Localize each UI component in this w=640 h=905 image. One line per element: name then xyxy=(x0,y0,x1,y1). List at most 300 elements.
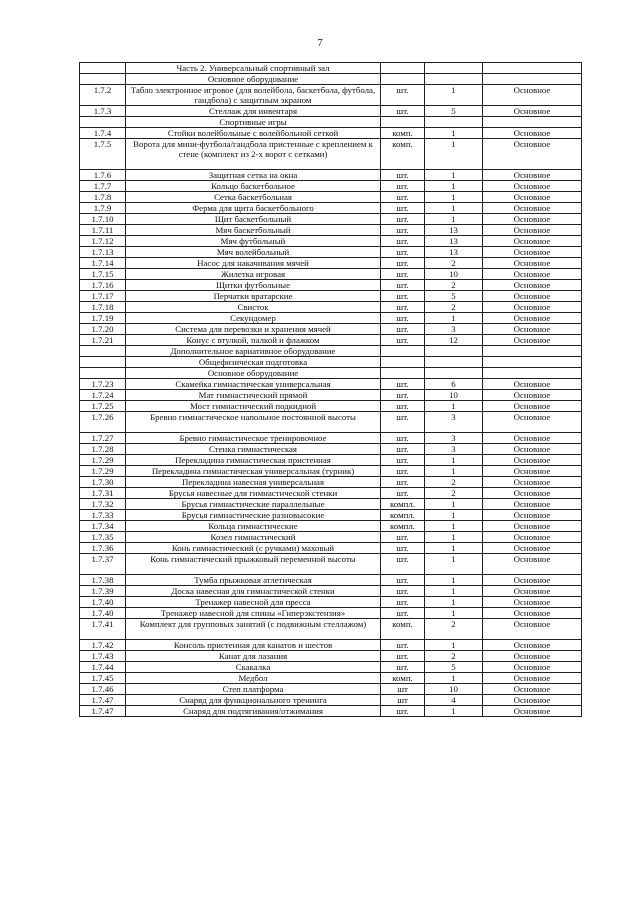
table-row xyxy=(80,258,582,269)
item-unit: шт. xyxy=(381,313,425,324)
item-quantity: 1 xyxy=(425,532,483,543)
item-unit: шт. xyxy=(381,280,425,291)
table-row xyxy=(80,247,582,258)
page-number: 7 xyxy=(317,37,323,49)
item-name: Сетка баскетбольная xyxy=(126,192,381,203)
item-type: Основное xyxy=(483,695,582,706)
item-number: 1.7.14 xyxy=(80,258,126,269)
item-name: Щит баскетбольный xyxy=(126,214,381,225)
item-unit: шт. xyxy=(381,85,425,106)
empty-type-cell xyxy=(483,368,582,379)
item-type: Основное xyxy=(483,85,582,106)
empty-cell xyxy=(80,63,126,74)
item-quantity: 1 xyxy=(425,181,483,192)
item-quantity: 1 xyxy=(425,586,483,597)
item-type: Основное xyxy=(483,608,582,619)
item-unit: компл. xyxy=(381,499,425,510)
item-unit: шт. xyxy=(381,651,425,662)
item-type: Основное xyxy=(483,139,582,170)
subsection-title: Спортивные игры xyxy=(126,117,381,128)
item-unit: шт. xyxy=(381,532,425,543)
item-unit: шт. xyxy=(381,170,425,181)
item-number: 1.7.43 xyxy=(80,651,126,662)
item-quantity: 1 xyxy=(425,597,483,608)
table-row xyxy=(80,225,582,236)
item-number: 1.7.40 xyxy=(80,608,126,619)
item-type: Основное xyxy=(483,532,582,543)
table-row xyxy=(80,684,582,695)
item-number: 1.7.31 xyxy=(80,488,126,499)
item-type: Основное xyxy=(483,313,582,324)
item-name: Мост гимнастический подкидной xyxy=(126,401,381,412)
item-unit: шт. xyxy=(381,597,425,608)
item-unit: шт. xyxy=(381,455,425,466)
item-name: Комплект для групповых занятий (с подвижным стеллажом) xyxy=(126,619,381,640)
item-number: 1.7.39 xyxy=(80,586,126,597)
table-row xyxy=(80,335,582,346)
item-unit: шт. xyxy=(381,401,425,412)
item-quantity: 1 xyxy=(425,203,483,214)
item-quantity: 1 xyxy=(425,554,483,575)
item-name: Перекладина гимнастическая универсальная (турник) xyxy=(126,466,381,477)
item-name: Снаряд для подтягивания/отжимания xyxy=(126,706,381,717)
item-number: 1.7.30 xyxy=(80,477,126,488)
item-name: Перчатки вратарские xyxy=(126,291,381,302)
item-unit: шт. xyxy=(381,640,425,651)
item-unit: комп. xyxy=(381,128,425,139)
item-unit: шт. xyxy=(381,335,425,346)
item-type: Основное xyxy=(483,640,582,651)
item-type: Основное xyxy=(483,466,582,477)
item-type: Основное xyxy=(483,433,582,444)
item-quantity: 1 xyxy=(425,313,483,324)
item-quantity: 3 xyxy=(425,324,483,335)
table-row xyxy=(80,302,582,313)
item-quantity: 5 xyxy=(425,662,483,673)
item-unit: шт. xyxy=(381,543,425,554)
subsection-title: Общефизическая подготовка xyxy=(126,357,381,368)
item-quantity: 1 xyxy=(425,575,483,586)
subsection-title: Основное оборудование xyxy=(126,74,381,85)
item-number: 1.7.32 xyxy=(80,499,126,510)
table-row xyxy=(80,412,582,433)
item-number: 1.7.21 xyxy=(80,335,126,346)
item-name: Доска навесная для гимнастической стенки xyxy=(126,586,381,597)
item-number: 1.7.47 xyxy=(80,695,126,706)
item-quantity: 2 xyxy=(425,280,483,291)
subsection-title-row xyxy=(80,74,582,85)
item-quantity: 13 xyxy=(425,247,483,258)
table-row xyxy=(80,139,582,170)
item-unit: шт. xyxy=(381,214,425,225)
item-name: Мяч баскетбольный xyxy=(126,225,381,236)
empty-type-cell xyxy=(483,74,582,85)
item-quantity: 2 xyxy=(425,619,483,640)
item-quantity: 10 xyxy=(425,390,483,401)
table-row xyxy=(80,390,582,401)
table-row xyxy=(80,706,582,717)
section-title: Часть 2. Универсальный спортивный зал xyxy=(126,63,381,74)
subsection-title-row xyxy=(80,357,582,368)
item-number: 1.7.28 xyxy=(80,444,126,455)
table-row xyxy=(80,586,582,597)
item-number: 1.7.9 xyxy=(80,203,126,214)
table-row xyxy=(80,280,582,291)
item-name: Система для перевозки и хранения мячей xyxy=(126,324,381,335)
item-unit: шт. xyxy=(381,412,425,433)
empty-cell xyxy=(80,368,126,379)
item-name: Конус с втулкой, палкой и флажком xyxy=(126,335,381,346)
table-row xyxy=(80,269,582,280)
item-unit: шт. xyxy=(381,379,425,390)
item-quantity: 13 xyxy=(425,236,483,247)
item-unit: шт. xyxy=(381,586,425,597)
item-quantity: 3 xyxy=(425,444,483,455)
item-type: Основное xyxy=(483,203,582,214)
item-type: Основное xyxy=(483,488,582,499)
item-unit: шт. xyxy=(381,324,425,335)
item-type: Основное xyxy=(483,554,582,575)
item-name: Кольцо баскетбольное xyxy=(126,181,381,192)
item-number: 1.7.13 xyxy=(80,247,126,258)
item-quantity: 1 xyxy=(425,455,483,466)
item-number: 1.7.15 xyxy=(80,269,126,280)
item-name: Брусья навесные для гимнастической стенки xyxy=(126,488,381,499)
item-number: 1.7.24 xyxy=(80,390,126,401)
table-row xyxy=(80,128,582,139)
table-row xyxy=(80,106,582,117)
item-name: Кольца гимнастические xyxy=(126,521,381,532)
item-name: Защитная сетка на окна xyxy=(126,170,381,181)
item-number: 1.7.3 xyxy=(80,106,126,117)
item-name: Скакалка xyxy=(126,662,381,673)
item-type: Основное xyxy=(483,510,582,521)
table-row xyxy=(80,192,582,203)
item-unit: шт. xyxy=(381,106,425,117)
item-quantity: 12 xyxy=(425,335,483,346)
table-row xyxy=(80,510,582,521)
item-type: Основное xyxy=(483,236,582,247)
item-type: Основное xyxy=(483,684,582,695)
item-quantity: 1 xyxy=(425,401,483,412)
empty-unit-cell xyxy=(381,74,425,85)
item-number: 1.7.29 xyxy=(80,466,126,477)
empty-type-cell xyxy=(483,346,582,357)
item-unit: шт xyxy=(381,695,425,706)
item-quantity: 6 xyxy=(425,379,483,390)
item-type: Основное xyxy=(483,247,582,258)
item-name: Конь гимнастический прыжковый переменной высоты xyxy=(126,554,381,575)
item-name: Консоль пристенная для канатов и шестов xyxy=(126,640,381,651)
item-number: 1.7.23 xyxy=(80,379,126,390)
item-quantity: 2 xyxy=(425,651,483,662)
item-name: Свисток xyxy=(126,302,381,313)
item-number: 1.7.19 xyxy=(80,313,126,324)
item-type: Основное xyxy=(483,597,582,608)
item-name: Секундомер xyxy=(126,313,381,324)
item-type: Основное xyxy=(483,651,582,662)
item-name: Конь гимнастический (с ручками) маховый xyxy=(126,543,381,554)
item-name: Тренажер навесной для спины «Гиперэкстензия» xyxy=(126,608,381,619)
table-row xyxy=(80,85,582,106)
item-number: 1.7.35 xyxy=(80,532,126,543)
item-number: 1.7.16 xyxy=(80,280,126,291)
table-row xyxy=(80,433,582,444)
item-unit: шт. xyxy=(381,444,425,455)
empty-unit-cell xyxy=(381,346,425,357)
table-row xyxy=(80,499,582,510)
empty-qty-cell xyxy=(425,63,483,74)
empty-cell xyxy=(80,117,126,128)
item-type: Основное xyxy=(483,673,582,684)
item-unit: комп. xyxy=(381,619,425,640)
item-type: Основное xyxy=(483,128,582,139)
item-name: Тумба прыжковая атлетическая xyxy=(126,575,381,586)
item-unit: шт. xyxy=(381,181,425,192)
item-type: Основное xyxy=(483,302,582,313)
item-quantity: 2 xyxy=(425,302,483,313)
item-unit: шт. xyxy=(381,466,425,477)
item-type: Основное xyxy=(483,390,582,401)
item-number: 1.7.6 xyxy=(80,170,126,181)
item-name: Ферма для щита баскетбольного xyxy=(126,203,381,214)
item-number: 1.7.46 xyxy=(80,684,126,695)
item-type: Основное xyxy=(483,521,582,532)
item-number: 1.7.11 xyxy=(80,225,126,236)
item-quantity: 2 xyxy=(425,488,483,499)
table-row xyxy=(80,521,582,532)
item-quantity: 5 xyxy=(425,106,483,117)
item-type: Основное xyxy=(483,258,582,269)
item-type: Основное xyxy=(483,280,582,291)
table-row xyxy=(80,543,582,554)
item-unit: шт. xyxy=(381,302,425,313)
equipment-table-body xyxy=(80,63,582,717)
item-name: Мат гимнастический прямой xyxy=(126,390,381,401)
item-unit: шт. xyxy=(381,662,425,673)
item-unit: шт. xyxy=(381,225,425,236)
item-type: Основное xyxy=(483,662,582,673)
item-number: 1.7.42 xyxy=(80,640,126,651)
item-quantity: 10 xyxy=(425,684,483,695)
table-row xyxy=(80,214,582,225)
table-row xyxy=(80,203,582,214)
item-name: Медбол xyxy=(126,673,381,684)
item-number: 1.7.2 xyxy=(80,85,126,106)
subsection-title-row xyxy=(80,368,582,379)
subsection-title: Дополнительное вариативное оборудование xyxy=(126,346,381,357)
item-type: Основное xyxy=(483,106,582,117)
table-row xyxy=(80,466,582,477)
item-quantity: 3 xyxy=(425,412,483,433)
empty-qty-cell xyxy=(425,74,483,85)
item-type: Основное xyxy=(483,412,582,433)
item-number: 1.7.37 xyxy=(80,554,126,575)
item-number: 1.7.27 xyxy=(80,433,126,444)
item-unit: шт. xyxy=(381,608,425,619)
table-row xyxy=(80,455,582,466)
item-unit: шт. xyxy=(381,269,425,280)
table-row xyxy=(80,619,582,640)
table-row xyxy=(80,324,582,335)
empty-unit-cell xyxy=(381,117,425,128)
item-unit: шт. xyxy=(381,291,425,302)
item-number: 1.7.26 xyxy=(80,412,126,433)
item-number: 1.7.17 xyxy=(80,291,126,302)
table-row xyxy=(80,608,582,619)
item-name: Канат для лазания xyxy=(126,651,381,662)
item-name: Бревно гимнастическое напольное постоянной высоты xyxy=(126,412,381,433)
empty-unit-cell xyxy=(381,368,425,379)
subsection-title-row xyxy=(80,346,582,357)
item-type: Основное xyxy=(483,619,582,640)
empty-type-cell xyxy=(483,63,582,74)
empty-qty-cell xyxy=(425,117,483,128)
item-quantity: 1 xyxy=(425,214,483,225)
item-quantity: 1 xyxy=(425,499,483,510)
item-name: Брусья гимнастические разновысокие xyxy=(126,510,381,521)
item-number: 1.7.5 xyxy=(80,139,126,170)
item-quantity: 1 xyxy=(425,706,483,717)
item-quantity: 2 xyxy=(425,258,483,269)
item-type: Основное xyxy=(483,586,582,597)
item-quantity: 1 xyxy=(425,608,483,619)
item-quantity: 1 xyxy=(425,139,483,170)
item-quantity: 1 xyxy=(425,543,483,554)
table-row xyxy=(80,662,582,673)
item-unit: компл. xyxy=(381,521,425,532)
item-number: 1.7.7 xyxy=(80,181,126,192)
item-number: 1.7.36 xyxy=(80,543,126,554)
item-name: Ворота для мини-футбола/гандбола пристенные с креплением к стене (комплект из 2-х ворот с сетками) xyxy=(126,139,381,170)
item-number: 1.7.25 xyxy=(80,401,126,412)
item-unit: шт. xyxy=(381,192,425,203)
table-row xyxy=(80,401,582,412)
table-row xyxy=(80,313,582,324)
table-row xyxy=(80,651,582,662)
item-unit: шт. xyxy=(381,433,425,444)
item-number: 1.7.38 xyxy=(80,575,126,586)
item-unit: шт. xyxy=(381,488,425,499)
table-row xyxy=(80,236,582,247)
item-name: Мяч футбольный xyxy=(126,236,381,247)
item-number: 1.7.12 xyxy=(80,236,126,247)
item-quantity: 3 xyxy=(425,433,483,444)
item-type: Основное xyxy=(483,543,582,554)
item-name: Жилетка игровая xyxy=(126,269,381,280)
item-name: Тренажер навесной для пресса xyxy=(126,597,381,608)
section-title-row xyxy=(80,63,582,74)
item-type: Основное xyxy=(483,499,582,510)
table-row xyxy=(80,575,582,586)
item-name: Мяч волейбольный xyxy=(126,247,381,258)
equipment-table xyxy=(79,62,582,717)
item-unit: шт. xyxy=(381,203,425,214)
item-name: Табло электронное игровое (для волейбола, баскетбола, футбола, гандбола) с защитным экраном xyxy=(126,85,381,106)
empty-cell xyxy=(80,357,126,368)
item-number: 1.7.40 xyxy=(80,597,126,608)
item-type: Основное xyxy=(483,214,582,225)
empty-qty-cell xyxy=(425,346,483,357)
item-name: Перекладина гимнастическая пристенная xyxy=(126,455,381,466)
table-row xyxy=(80,170,582,181)
item-unit: шт xyxy=(381,684,425,695)
item-unit: комп. xyxy=(381,139,425,170)
item-number: 1.7.18 xyxy=(80,302,126,313)
table-row xyxy=(80,291,582,302)
item-unit: шт. xyxy=(381,477,425,488)
empty-cell xyxy=(80,74,126,85)
item-quantity: 5 xyxy=(425,291,483,302)
item-quantity: 1 xyxy=(425,85,483,106)
item-unit: шт. xyxy=(381,390,425,401)
table-row xyxy=(80,695,582,706)
table-row xyxy=(80,554,582,575)
item-unit: шт. xyxy=(381,706,425,717)
item-quantity: 1 xyxy=(425,170,483,181)
item-name: Насос для накачивания мячей xyxy=(126,258,381,269)
item-number: 1.7.47 xyxy=(80,706,126,717)
item-type: Основное xyxy=(483,291,582,302)
item-type: Основное xyxy=(483,379,582,390)
item-type: Основное xyxy=(483,455,582,466)
item-number: 1.7.44 xyxy=(80,662,126,673)
item-name: Стеллаж для инвентаря xyxy=(126,106,381,117)
item-name: Перекладина навесная универсальная xyxy=(126,477,381,488)
item-unit: шт. xyxy=(381,575,425,586)
item-unit: шт. xyxy=(381,258,425,269)
empty-qty-cell xyxy=(425,357,483,368)
item-number: 1.7.45 xyxy=(80,673,126,684)
item-quantity: 1 xyxy=(425,510,483,521)
item-quantity: 1 xyxy=(425,640,483,651)
table-row xyxy=(80,532,582,543)
empty-type-cell xyxy=(483,357,582,368)
item-quantity: 4 xyxy=(425,695,483,706)
item-quantity: 2 xyxy=(425,477,483,488)
item-quantity: 10 xyxy=(425,269,483,280)
item-number: 1.7.33 xyxy=(80,510,126,521)
item-type: Основное xyxy=(483,401,582,412)
item-name: Стенка гимнастическая xyxy=(126,444,381,455)
item-name: Степ платформа xyxy=(126,684,381,695)
table-row xyxy=(80,488,582,499)
item-name: Скамейка гимнастическая универсальная xyxy=(126,379,381,390)
item-type: Основное xyxy=(483,225,582,236)
empty-unit-cell xyxy=(381,63,425,74)
item-name: Щитки футбольные xyxy=(126,280,381,291)
item-quantity: 1 xyxy=(425,521,483,532)
item-type: Основное xyxy=(483,444,582,455)
item-number: 1.7.10 xyxy=(80,214,126,225)
table-row xyxy=(80,379,582,390)
item-unit: шт. xyxy=(381,247,425,258)
empty-cell xyxy=(80,346,126,357)
table-row xyxy=(80,673,582,684)
empty-qty-cell xyxy=(425,368,483,379)
item-type: Основное xyxy=(483,706,582,717)
item-type: Основное xyxy=(483,170,582,181)
item-name: Стойки волейбольные с волейбольной сеткой xyxy=(126,128,381,139)
empty-type-cell xyxy=(483,117,582,128)
item-type: Основное xyxy=(483,269,582,280)
subsection-title: Основное оборудование xyxy=(126,368,381,379)
item-type: Основное xyxy=(483,477,582,488)
item-type: Основное xyxy=(483,324,582,335)
item-unit: комп. xyxy=(381,673,425,684)
empty-unit-cell xyxy=(381,357,425,368)
item-name: Снаряд для функционального тренинга xyxy=(126,695,381,706)
